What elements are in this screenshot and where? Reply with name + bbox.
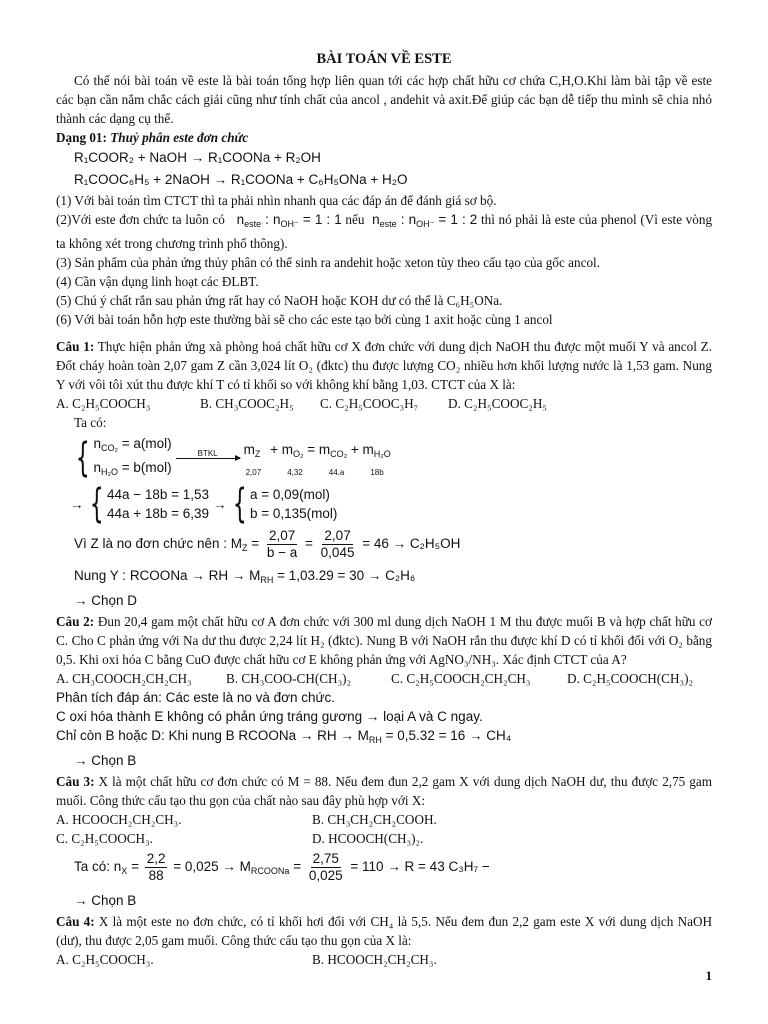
question-3: [56, 772, 712, 810]
btkl-label: BTKL: [197, 448, 218, 458]
nung-y-result: = 1,03.29 = 30 → C₂H₆: [277, 568, 416, 583]
note-4: (4) Cần vận dụng linh hoạt các ĐLBT.: [56, 274, 259, 289]
question-4-label: Câu 4:: [56, 914, 95, 929]
fraction-numerator: 2,07: [324, 527, 351, 543]
question-3-text: X là một chất hữu cơ đơn chức có M = 88. Nếu đem đun 2,2 gam X với dung dịch NaOH dư, thu được 2,75 gam muối. Công thức cấu tạo thu gọn của chất nào sau đây phù hợp với X:: [56, 774, 713, 808]
question-3-options: [56, 810, 712, 848]
question-3-label: Câu 3:: [56, 774, 95, 789]
document-page: [56, 44, 712, 969]
section-heading-text: Thuỷ phân este đơn chức: [106, 130, 249, 145]
option-c: C. C₂H₅COOC₃H₇: [320, 396, 419, 411]
question-1-text: Thực hiện phản ứng xà phòng hoá chất hữu cơ X đơn chức với dung dịch NaOH thu được một muối Y và ancol Z. Đốt cháy hoàn toàn 2,07 gam Z cần 3,024 lít O₂ (đktc) thu được lượng CO₂ nhiều hơn khối lượng nước là 1,53 gam. Nung Y với vôi tôi xút thu được khí T có tỉ khối so với không khí bằng 1,03. CTCT của X là:: [56, 339, 713, 392]
system-1: [70, 434, 712, 482]
option-b: B. HCOOCH₂CH₂CH₃.: [312, 952, 437, 967]
page-number: 1: [705, 968, 712, 983]
option-a: A. HCOOCH₂CH₂CH₃.: [56, 812, 182, 827]
analysis-line-3-equation: RCOONa → RH → M: [238, 728, 369, 743]
equation-1: R₁COOR₂ + NaOH → R₁COONa + R₂OH: [74, 150, 321, 165]
system-1-line-1: $n_{CO_2} = a(mol)$: [93, 436, 172, 453]
molar-mass-lead: Vì Z là no đơn chức nên :: [74, 536, 227, 551]
option-b: B. CH₃CH₂CH₂COOH.: [312, 812, 437, 827]
question-2: [56, 612, 712, 669]
answer-3: → Chọn B: [74, 893, 137, 908]
option-a: A. CH₃COOCH₂CH₂CH₃: [56, 671, 192, 686]
nung-y-lead: Nung Y :: [74, 568, 127, 583]
answer-1: → Chọn D: [74, 593, 138, 608]
calculation-result: = 110 → R = 43 C₃H₇ −: [350, 859, 490, 874]
note-1: (1) Với bài toán tìm CTCT thì ta phải nhìn nhanh qua các đáp án để đánh giá sơ bộ.: [56, 193, 497, 208]
ratio-equation-1: $n_{este}$ : $n_{OH^-} = 1$ : 1: [228, 212, 342, 229]
note-2-lead: (2)Với este đơn chức ta luôn có: [56, 212, 225, 227]
fraction-denominator: 0,025: [308, 867, 343, 883]
page-title: BÀI TOÁN VỀ ESTE: [316, 51, 452, 67]
question-2-options: [56, 669, 712, 688]
nung-y-line: Nung Y : RCOONa → RH → $M_{RH} = 1,03.29 = 30 \to C_2H_6$: [74, 568, 416, 585]
molar-mass-line: Vì Z là no đơn chức nên : $M_Z$ = $\frac{2,07}{b - a}$ = $\frac{2,07}{0,045}$ = 46 → C₂H₅OH: [74, 527, 461, 560]
note-5: (5) Chú ý chất rắn sau phản ứng rất hay có NaOH hoặc KOH dư có thể là C₆H₅ONa.: [56, 293, 503, 308]
fraction-numerator: 2,07: [268, 527, 296, 543]
note-2: [56, 210, 712, 253]
option-a: A. C₂H₅COOCH₃: [56, 396, 151, 411]
mass-value-z: 2,07: [245, 467, 262, 477]
calculation-mid: = 0,025 → M: [173, 859, 251, 874]
section-heading: [56, 128, 712, 147]
analysis-line-3-result: = 0,5.32 = 16 → CH₄: [385, 728, 512, 743]
calculation-line: Ta có: $n_X$ = $\frac{2,2}{88}$ = $0,025 \to M_{RCOONa}$ = $\frac{2,75}{0,025}$ = 110 → R = 43 C₃H₇ −: [74, 850, 490, 883]
section-heading-label: Dạng 01:: [56, 130, 107, 145]
option-d: D. C₂H₅COOCH(CH₃)₂: [567, 671, 694, 686]
solution-a: a = 0,09(mol): [250, 487, 330, 502]
intro-paragraph: Có thể nói bài toán về este là bài toán tổng hợp liên quan tới các hợp chất hữu cơ chứa C,H,O.Khi làm bài tập về este các bạn cần nắm chắc cách giải cũng như tính chất của ancol , andehit và axit.Để giúp các bạn dễ tiếp thu mình sẽ chia nhỏ thành các dạng cụ thể.: [56, 73, 712, 126]
system-2-line-2: 44a + 18b = 6,39: [106, 506, 210, 521]
question-1-options: [56, 394, 712, 413]
question-2-label: Câu 2:: [56, 614, 95, 629]
btkl-arrow: [176, 449, 240, 468]
fraction-denominator: 88: [148, 867, 164, 883]
mass-value-o2: 4,32: [287, 467, 303, 477]
brace-icon: {: [75, 435, 90, 481]
option-a: A. C₂H₅COOCH₃.: [56, 952, 154, 967]
system-2: [70, 481, 712, 527]
question-1: [56, 337, 712, 394]
option-d: D. HCOOCH(CH₃)₂.: [312, 831, 424, 846]
analysis-line-2: C oxi hóa thành E không có phản ứng tráng gương → loại A và C ngay.: [56, 709, 483, 724]
fraction-denominator: b − a: [266, 544, 298, 560]
equation-2: R₁COOC₆H₅ + 2NaOH → R₁COONa + C₆H₅ONa + H₂O: [74, 172, 408, 187]
option-b: B. CH₃COO-CH(CH₃)₂: [226, 671, 352, 686]
question-1-label: Câu 1:: [56, 339, 95, 354]
question-2-text: Đun 20,4 gam một chất hữu cơ A đơn chức với 300 ml dung dịch NaOH 1 M thu được muối B và hợp chất hữu cơ C. Cho C phản ứng với Na dư thu được 2,24 lít H₂ (đktc). Nung B với NaOH rắn thu được khí D có tỉ khối đối với O₂ bằng 0,5. Khi oxi hóa C bằng CuO được chất hữu cơ E không phản ứng với AgNO₃/NH₃. Xác định CTCT của A?: [56, 614, 712, 667]
option-d: D. C₂H₅COOC₂H₅: [448, 396, 547, 411]
option-c: C. C₂H₅COOCH₂CH₂CH₃: [391, 671, 531, 686]
note-3: (3) Sản phẩm của phản ứng thủy phân có thể sinh ra andehit hoặc xeton tùy theo cấu tạo của gốc ancol.: [56, 255, 600, 270]
fraction-numerator: 2,75: [312, 850, 339, 866]
note-2-tail: thì nó phải là este của phenol (Vì este vòng ta không xét trong chương trình phổ thông).: [56, 212, 713, 251]
option-b: B. CH₃COOC₂H₅: [200, 396, 294, 411]
mass-value-co2: 44.a: [328, 467, 345, 477]
analysis-line-3: Chỉ còn B hoặc D: Khi nung B RCOONa → RH → $M_{RH} = 0,5.32 = 16 \to CH_4$: [56, 728, 512, 745]
note-6: (6) Với bài toán hỗn hợp este thường bài sẽ cho các este tạo bởi cùng 1 axit hoặc cùng 1 ancol: [56, 312, 553, 327]
fraction-denominator: 0,045: [320, 544, 355, 560]
option-c: C. C₂H₅COOCH₃.: [56, 831, 153, 846]
mass-value-h2o: 18b: [370, 467, 384, 477]
molar-mass-result: = 46 → C₂H₅OH: [362, 536, 461, 551]
question-4: [56, 912, 712, 950]
system-1-line-2: $n_{H_2O} = b(mol)$: [93, 460, 172, 477]
analysis-line-1: Phân tích đáp án: Các este là no và đơn chức.: [56, 690, 336, 705]
nung-y-equation: RCOONa → RH → M: [129, 568, 261, 583]
note-2-mid: nếu: [345, 212, 365, 227]
solution-b: b = 0,135(mol): [250, 506, 338, 521]
question-4-options: [56, 950, 712, 969]
brace-icon: {: [89, 481, 104, 527]
ta-co-label: Ta có:: [74, 859, 111, 874]
analysis-line-3-lead: Chỉ còn B hoặc D: Khi nung B: [56, 728, 235, 743]
ta-co-label: Ta có:: [74, 415, 107, 430]
question-4-text: X là một este no đơn chức, có tỉ khối hơi đối với CH₄ là 5,5. Nếu đem đun 2,2 gam este X với dung dịch NaOH (dư), thu được 2,05 gam muối. Công thức cấu tạo thu gọn của X là:: [56, 914, 713, 948]
fraction-numerator: 2,2: [146, 850, 166, 866]
ratio-equation-2: $n_{este}$ : $n_{OH^-} = 1$ : 2: [368, 212, 478, 229]
arrow-icon: →: [213, 496, 227, 512]
arrow-icon: →: [70, 496, 84, 512]
brace-icon: {: [232, 481, 247, 527]
mass-balance: m $_Z + m_{O_2} = m_{CO_2} + m_{H_2O}$ 2,07 4,32 44.a 18b: [243, 441, 391, 477]
answer-2: → Chọn B: [74, 753, 137, 768]
system-2-line-1: 44a − 18b = 1,53: [106, 487, 210, 502]
